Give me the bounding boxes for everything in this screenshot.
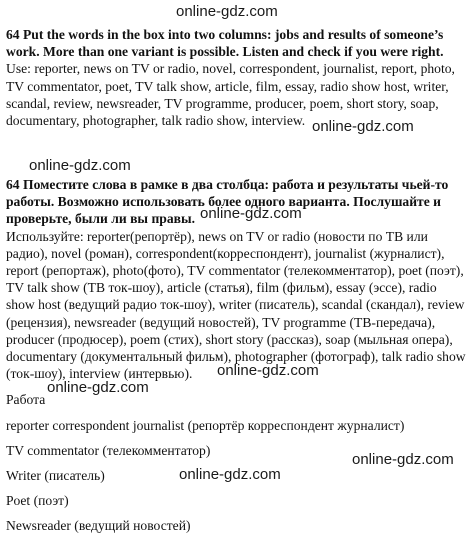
english-word-list: Use: reporter, news on TV or radio, novel, correspondent, journalist, report, photo, TV commentator, poet, TV talk show, article, film, essay, radio show host, writer, scandal, review, newsreader, TV programme, producer, poem, short story, soap, documentary, photographer, talk radio show, interview. xyxy=(6,61,455,129)
answer-line: reporter correspondent journalist (репортёр корреспондент журналист) xyxy=(6,418,405,433)
answer-line: Writer (писатель) xyxy=(6,468,105,483)
russian-heading: 64 Поместите слова в рамке в два столбца: работа и результаты чьей-то работы. Возможно использовать более одного варианта. Послушайте и проверьте, были ли вы правы. xyxy=(6,177,449,227)
english-heading: 64 Put the words in the box into two columns: jobs and results of someone’s work. More than one variant is possible. Listen and check if you were right. xyxy=(6,27,444,60)
russian-word-list: Используйте: reporter(репортёр), news on TV or radio (новости по ТВ или радио), novel (роман), correspondent(корреспондент), journalist (журналист), report (репортаж), photo(фото), TV commentator (телекомментатор), poet (поэт), TV talk show (ТВ ток-шоу), article (статья), film (фильм), essay (эссе), radio show host (ведущий радио ток-шоу), writer (писатель), scandal (скандал), review (рецензия), newsreader (ведущий новостей), TV programme (ТВ-передача), producer (продюсер), poem (стих), short story (рассказ), soap (мыльная опера), documentary (документальный фильм), photographer (фотограф), talk radio show (ток-шоу), interview (интервью). xyxy=(6,228,466,382)
watermark: online-gdz.com xyxy=(29,157,131,174)
watermark: online-gdz.com xyxy=(312,118,414,135)
watermark: online-gdz.com xyxy=(176,3,278,20)
watermark: online-gdz.com xyxy=(217,362,319,379)
answer-line: TV commentator (телекомментатор) xyxy=(6,443,211,458)
english-task xyxy=(6,26,468,129)
watermark: online-gdz.com xyxy=(200,205,302,222)
answer-line: Poet (поэт) xyxy=(6,493,69,508)
russian-task xyxy=(6,176,468,382)
watermark: online-gdz.com xyxy=(352,451,454,468)
answer-line: Newsreader (ведущий новостей) xyxy=(6,518,191,533)
answer-title: Работа xyxy=(6,392,46,407)
watermark: online-gdz.com xyxy=(47,379,149,396)
watermark: online-gdz.com xyxy=(179,466,281,483)
